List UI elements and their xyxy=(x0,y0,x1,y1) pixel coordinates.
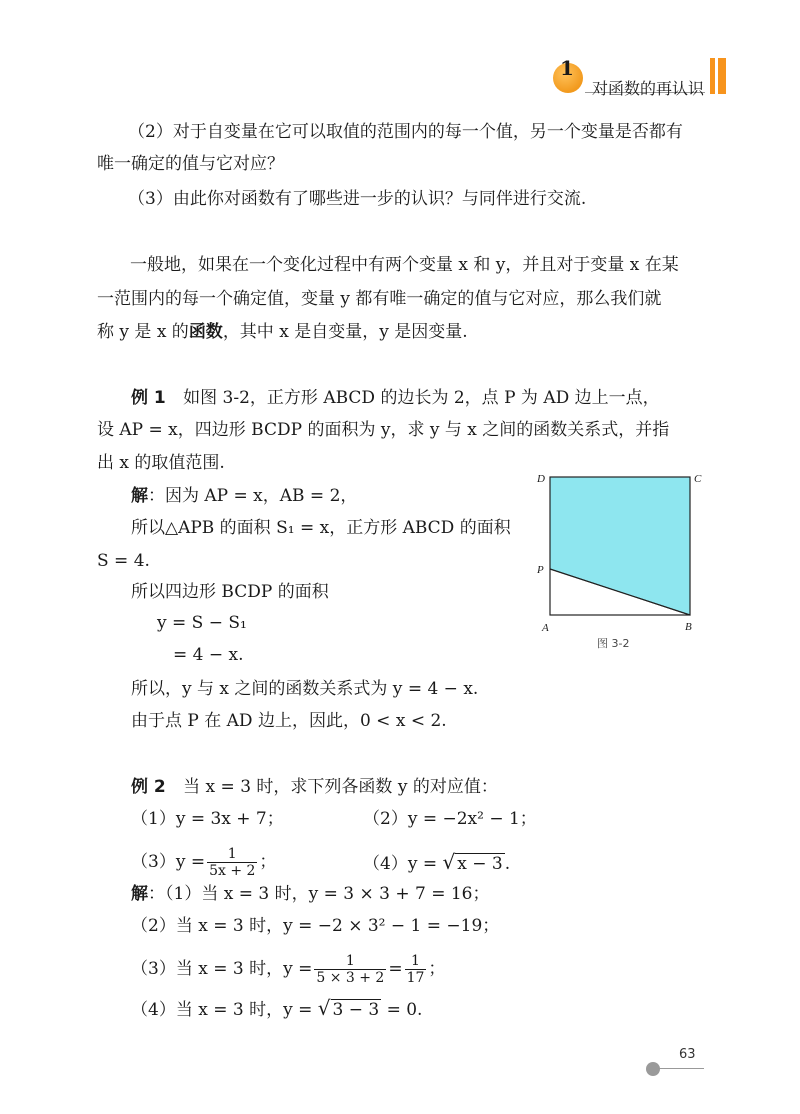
solution-2-line-3 xyxy=(131,950,445,988)
figure-caption: 图 3-2 xyxy=(597,637,630,650)
solution-1-line-8: 由于点 P 在 AD 边上，因此，0 < x < 2. xyxy=(131,711,447,731)
fraction-denominator: 5 × 3 + 2 xyxy=(316,970,385,986)
example-1-label: 例 1 xyxy=(131,388,166,408)
solution-2-3-end: ； xyxy=(428,959,446,979)
definition-line-1: 一般地，如果在一个变化过程中有两个变量 x 和 y，并且对于变量 x 在某 xyxy=(130,255,679,275)
solution-2-text: ：（1）当 x = 3 时，y = 3 × 3 + 7 = 16； xyxy=(148,884,490,904)
example-2-line-1 xyxy=(131,775,498,799)
fraction xyxy=(405,953,427,986)
example-1-line-1 xyxy=(131,386,660,410)
solution-2-line-4 xyxy=(131,994,422,1024)
question-3: （3）由此你对函数有了哪些进一步的认识？与同伴进行交流. xyxy=(128,189,587,209)
sqrt-icon: √ xyxy=(442,850,456,874)
solution-1-line-4: 所以四边形 BCDP 的面积 xyxy=(131,582,329,602)
solution-2-4-lhs: （4）当 x = 3 时，y = xyxy=(131,1000,313,1020)
problem-3-lhs: （3）y = xyxy=(131,852,206,872)
example-2-label: 例 2 xyxy=(131,777,166,797)
problem-4-lhs: （4）y = xyxy=(363,854,438,874)
chapter-number: 1 xyxy=(560,56,574,80)
fraction-denominator: 17 xyxy=(406,970,425,986)
page-number: 63 xyxy=(679,1047,696,1062)
question-2-line-2: 唯一确定的值与它对应？ xyxy=(97,154,284,174)
definition-text-a: 称 y 是 x 的 xyxy=(97,322,189,342)
example-2-problem-2: （2）y = −2x² − 1； xyxy=(363,809,537,829)
label-a: A xyxy=(542,622,549,634)
header-bar xyxy=(718,58,726,94)
sqrt-radicand: 3 − 3 xyxy=(332,1000,380,1020)
solution-label: 解 xyxy=(131,486,148,506)
solution-2-3-lhs: （3）当 x = 3 时，y = xyxy=(131,959,313,979)
solution-1-line-5: y = S − S₁ xyxy=(157,613,247,633)
problem-4-end: . xyxy=(504,854,511,874)
fraction xyxy=(207,846,257,879)
figure-3-2 xyxy=(525,465,715,655)
sqrt-radicand: x − 3 xyxy=(457,854,503,874)
shaded-region-bcdp xyxy=(550,477,690,615)
solution-2-line-1 xyxy=(131,882,489,906)
definition-text-c: ，其中 x 是自变量，y 是因变量. xyxy=(222,322,468,342)
example-1-line-2: 设 AP = x，四边形 BCDP 的面积为 y，求 y 与 x 之间的函数关系式，并指 xyxy=(97,420,670,440)
definition-line-2: 一范围内的每一个确定值，变量 y 都有唯一确定的值与它对应，那么我们就 xyxy=(97,289,662,309)
solution-1-line-2: 所以△APB 的面积 S₁ = x，正方形 ABCD 的面积 xyxy=(131,518,511,538)
label-c: C xyxy=(694,473,702,485)
header-bar xyxy=(710,58,715,94)
example-1-text: 如图 3-2，正方形 ABCD 的边长为 2，点 P 为 AD 边上一点， xyxy=(183,388,660,408)
solution-2-label: 解 xyxy=(131,884,148,904)
solution-1-line-1 xyxy=(131,484,357,508)
definition-line-3 xyxy=(97,320,468,344)
solution-1-text: ：因为 AP = x，AB = 2， xyxy=(148,486,358,506)
fraction xyxy=(314,953,386,986)
solution-1-line-3: S = 4. xyxy=(97,551,150,571)
question-2-line-1: （2）对于自变量在它可以取值的范围内的每一个值，另一个变量是否都有 xyxy=(128,122,683,142)
example-2-text: 当 x = 3 时，求下列各函数 y 的对应值： xyxy=(183,777,498,797)
label-d: D xyxy=(537,473,545,485)
footer-rule xyxy=(658,1068,704,1069)
sqrt-icon: √ xyxy=(317,996,331,1020)
solution-2-line-2: （2）当 x = 3 时，y = −2 × 3² − 1 = −19； xyxy=(131,916,500,936)
label-p: P xyxy=(537,564,544,576)
fraction-numerator: 1 xyxy=(405,953,427,970)
example-2-problem-4 xyxy=(363,848,510,878)
fraction-denominator: 5x + 2 xyxy=(209,863,256,879)
solution-1-line-6: = 4 − x. xyxy=(173,645,244,665)
example-1-line-3: 出 x 的取值范围. xyxy=(97,453,225,473)
label-b: B xyxy=(685,621,692,633)
footer-dot xyxy=(646,1062,660,1076)
fraction-numerator: 1 xyxy=(207,846,257,863)
equals-sign: = xyxy=(388,959,403,979)
example-2-problem-3 xyxy=(131,843,276,881)
fraction-numerator: 1 xyxy=(314,953,386,970)
example-2-problem-1: （1）y = 3x + 7； xyxy=(131,809,284,829)
solution-2-4-end: = 0. xyxy=(386,1000,423,1020)
solution-1-line-7: 所以，y 与 x 之间的函数关系式为 y = 4 − x. xyxy=(131,679,479,699)
definition-term: 函数 xyxy=(188,322,223,342)
problem-3-end: ； xyxy=(259,852,277,872)
chapter-title: 对函数的再认识 xyxy=(592,79,705,98)
